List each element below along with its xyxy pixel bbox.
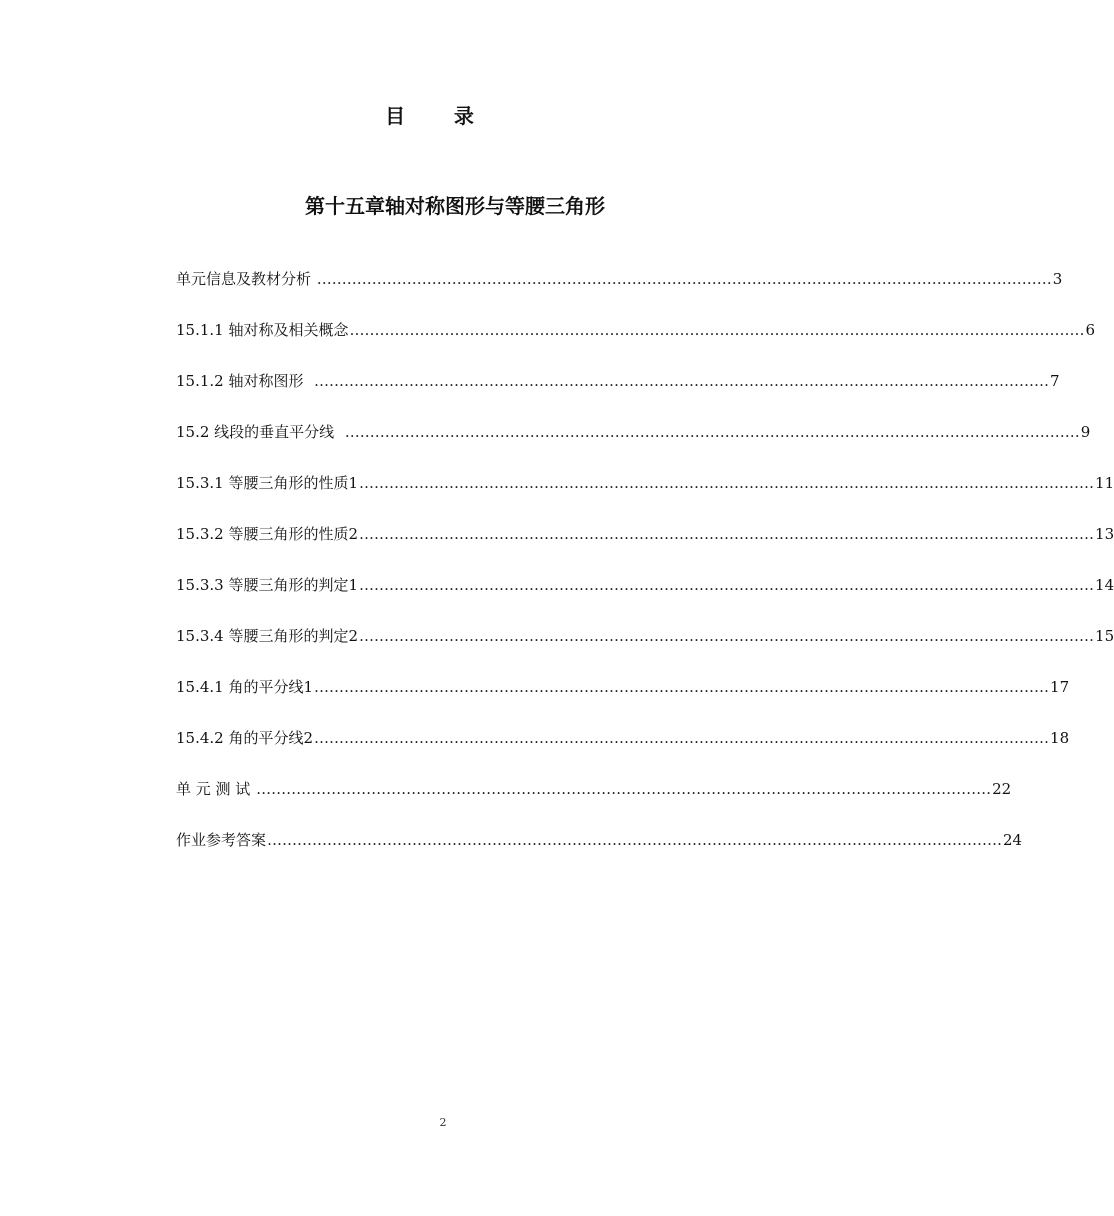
toc-entry[interactable] [176,319,1096,370]
toc-leader-dots: ………………………………………………………………………………………………………………………………… [359,474,1095,492]
toc-leader-dots: ………………………………………………………………………………………………………………………………… [344,423,1080,441]
toc-entry-label: 15.4.2 角的平分线2 [176,729,314,747]
toc-entry[interactable] [176,421,1091,472]
toc-entry-page: 15 [1095,627,1114,645]
toc-entry[interactable] [176,370,1060,421]
toc-entry-label: 单 元 测 试 [176,780,256,798]
toc-entry-page: 11 [1095,474,1114,492]
toc-entry-page: 9 [1080,423,1091,441]
toc-entry-page: 13 [1095,525,1114,543]
toc-entry-page: 14 [1095,576,1114,594]
toc-entry-label: 15.3.4 等腰三角形的判定2 [176,627,359,645]
toc-entry-page: 6 [1085,321,1096,339]
toc-leader-dots: ………………………………………………………………………………………………………………………………… [359,525,1095,543]
toc-leader-dots: ………………………………………………………………………………………………………………………………… [316,270,1052,288]
toc-entry-label: 单元信息及教材分析 [176,270,316,288]
toc-entry-page: 7 [1050,372,1060,390]
toc-entry-label: 15.1.2 轴对称图形 [176,372,314,390]
toc-entry-page: 17 [1050,678,1070,696]
toc-entry-page: 3 [1052,270,1063,288]
toc-entry-label: 15.2 线段的垂直平分线 [176,423,344,441]
toc-entry[interactable] [176,472,1114,523]
toc-leader-dots: ………………………………………………………………………………………………………………………………… [314,729,1050,747]
toc-entry[interactable] [176,625,1114,676]
toc-leader-dots: ………………………………………………………………………………………………………………………………… [359,627,1095,645]
chapter-title: 第十五章轴对称图形与等腰三角形 [305,194,605,218]
toc-list [176,268,1114,880]
toc-title: 目 录 [385,104,475,128]
toc-leader-dots: ………………………………………………………………………………………………………………………………… [349,321,1085,339]
toc-leader-dots: ………………………………………………………………………………………………………………………………… [314,678,1050,696]
toc-entry-label: 15.3.1 等腰三角形的性质1 [176,474,359,492]
toc-entry[interactable] [176,574,1114,625]
toc-entry-label: 作业参考答案 [176,831,267,849]
toc-entry-label: 15.1.1 轴对称及相关概念 [176,321,349,339]
toc-entry-label: 15.4.1 角的平分线1 [176,678,314,696]
toc-entry-page: 22 [992,780,1012,798]
toc-entry[interactable] [176,778,1012,829]
toc-leader-dots: ………………………………………………………………………………………………………………………………… [359,576,1095,594]
toc-entry[interactable] [176,829,1023,880]
toc-entry[interactable] [176,523,1114,574]
toc-entry-page: 18 [1050,729,1070,747]
toc-entry-label: 15.3.3 等腰三角形的判定1 [176,576,359,594]
toc-entry[interactable] [176,727,1070,778]
toc-leader-dots: ………………………………………………………………………………………………………………………………… [256,780,992,798]
toc-leader-dots: ………………………………………………………………………………………………………………………………… [267,831,1003,849]
page-number: 2 [439,1116,447,1129]
toc-entry-page: 24 [1003,831,1023,849]
toc-leader-dots: ………………………………………………………………………………………………………………………………… [314,372,1050,390]
toc-entry-label: 15.3.2 等腰三角形的性质2 [176,525,359,543]
toc-entry[interactable] [176,676,1070,727]
toc-entry[interactable] [176,268,1063,319]
